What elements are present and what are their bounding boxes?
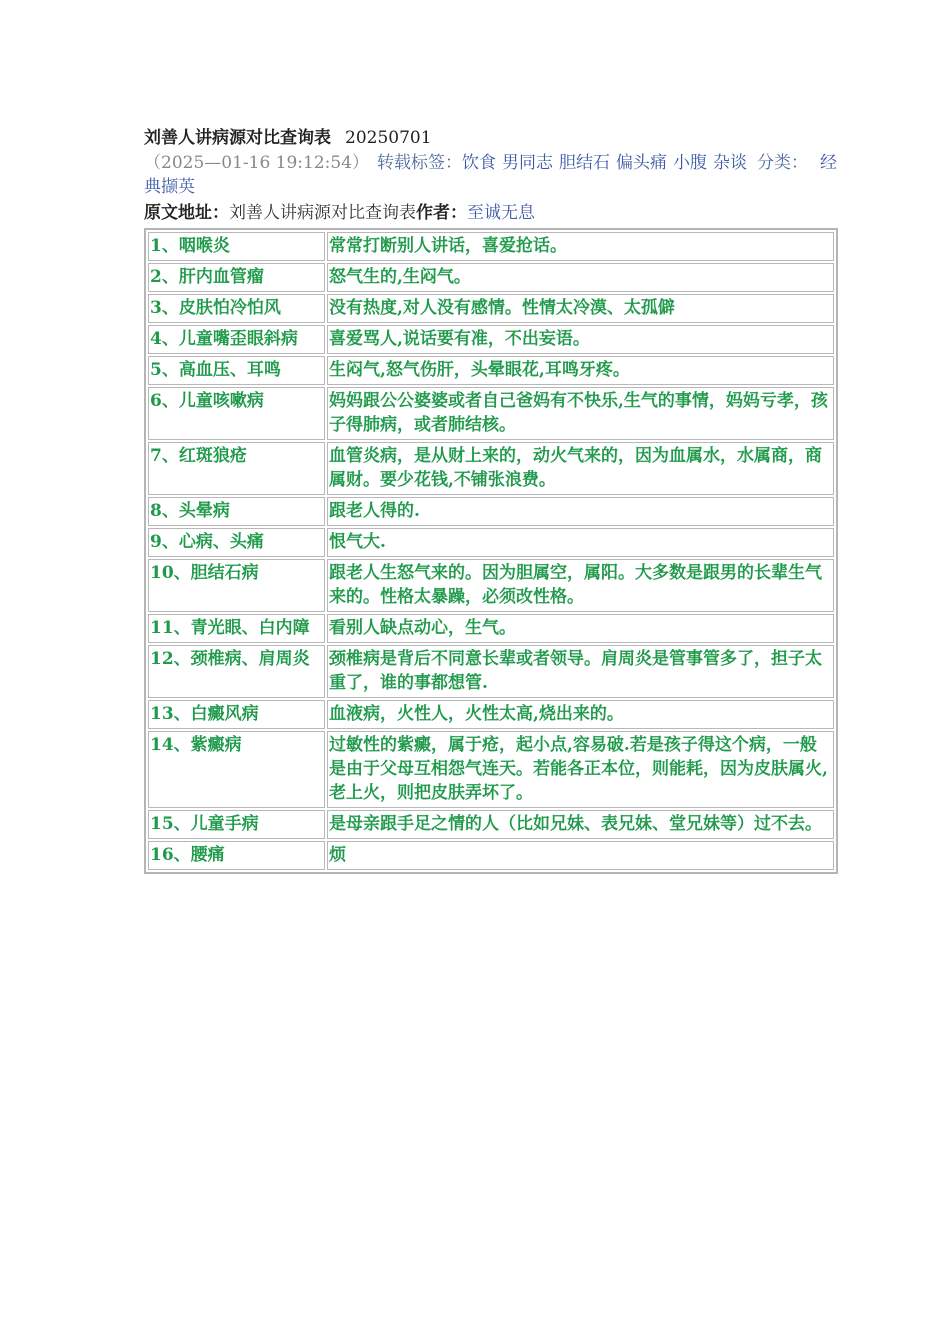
cause-cell: 恨气大.: [327, 528, 834, 557]
table-row: [148, 325, 834, 354]
disease-cell: 1、咽喉炎: [148, 232, 325, 261]
tag-link[interactable]: 杂谈: [713, 153, 748, 173]
table-row: [148, 232, 834, 261]
cause-cell: 跟老人生怒气来的。因为胆属空，属阳。大多数是跟男的长辈生气来的。性格太暴躁，必须改性格。: [327, 559, 834, 612]
cause-cell: 是母亲跟手足之情的人（比如兄妹、表兄妹、堂兄妹等）过不去。: [327, 810, 834, 839]
table-row: [148, 841, 834, 870]
author-label: 作者：: [416, 203, 467, 223]
cause-cell: 喜爱骂人,说话要有准，不出妄语。: [327, 325, 834, 354]
table-row: [148, 700, 834, 729]
table-row: [148, 356, 834, 385]
category-label: 分类：: [757, 153, 809, 173]
disease-cell: 16、腰痛: [148, 841, 325, 870]
title-line: [144, 126, 838, 150]
post-timestamp: （2025—01-16 19:12:54）: [144, 153, 370, 173]
source-label: 原文地址：: [144, 203, 229, 223]
cause-cell: 妈妈跟公公婆婆或者自己爸妈有不快乐,生气的事情，妈妈亏孝，孩子得肺病，或者肺结核。: [327, 387, 834, 440]
disease-cell: 14、紫癜病: [148, 731, 325, 808]
table-row: [148, 645, 834, 698]
title-date: 20250701: [345, 128, 432, 148]
table-row: [148, 263, 834, 292]
author-link[interactable]: 至诚无息: [467, 203, 535, 223]
tags-label: 转载标签：: [377, 153, 463, 173]
article: [144, 126, 838, 874]
cause-cell: 生闷气,怒气伤肝，头晕眼花,耳鸣牙疼。: [327, 356, 834, 385]
table-row: [148, 387, 834, 440]
tag-link[interactable]: 胆结石: [559, 153, 611, 173]
cause-cell: 跟老人得的.: [327, 497, 834, 526]
disease-cell: 15、儿童手病: [148, 810, 325, 839]
cause-cell: 烦: [327, 841, 834, 870]
tag-link[interactable]: 饮食: [462, 153, 497, 173]
cause-cell: 看别人缺点动心，生气。: [327, 614, 834, 643]
source-link[interactable]: 刘善人讲病源对比查询表: [229, 203, 416, 223]
table-row: [148, 442, 834, 495]
disease-cell: 6、儿童咳嗽病: [148, 387, 325, 440]
table-row: [148, 810, 834, 839]
table-row: [148, 497, 834, 526]
page-title: 刘善人讲病源对比查询表: [144, 128, 331, 148]
disease-cell: 9、心病、头痛: [148, 528, 325, 557]
table-row: [148, 528, 834, 557]
disease-cause-table: [144, 228, 838, 874]
disease-cell: 5、高血压、耳鸣: [148, 356, 325, 385]
tag-link[interactable]: 偏头痛: [616, 153, 668, 173]
table-row: [148, 559, 834, 612]
table-row: [148, 731, 834, 808]
disease-cell: 2、肝内血管瘤: [148, 263, 325, 292]
disease-cell: 11、青光眼、白内障: [148, 614, 325, 643]
article-meta: [144, 151, 838, 199]
source-line: [144, 201, 838, 225]
cause-cell: 常常打断别人讲话，喜爱抢话。: [327, 232, 834, 261]
tag-link[interactable]: 小腹: [673, 153, 708, 173]
disease-cell: 7、红斑狼疮: [148, 442, 325, 495]
disease-cell: 3、皮肤怕冷怕风: [148, 294, 325, 323]
disease-cell: 4、儿童嘴歪眼斜病: [148, 325, 325, 354]
cause-cell: 没有热度,对人没有感情。性情太冷漠、太孤僻: [327, 294, 834, 323]
cause-cell: 过敏性的紫癜，属于疮，起小点,容易破.若是孩子得这个病，一般是由于父母互相怨气连天。若能各正本位，则能耗，因为皮肤属火,老上火，则把皮肤弄坏了。: [327, 731, 834, 808]
disease-cell: 10、胆结石病: [148, 559, 325, 612]
category-link[interactable]: 经典撷英: [144, 153, 838, 197]
disease-cell: 12、颈椎病、肩周炎: [148, 645, 325, 698]
cause-cell: 颈椎病是背后不同意长辈或者领导。肩周炎是管事管多了，担子太重了，谁的事都想管.: [327, 645, 834, 698]
cause-cell: 血管炎病，是从财上来的，动火气来的，因为血属水，水属商，商属财。要少花钱,不铺张浪费。: [327, 442, 834, 495]
tag-link[interactable]: 男同志: [502, 153, 554, 173]
table-row: [148, 614, 834, 643]
cause-cell: 怒气生的,生闷气。: [327, 263, 834, 292]
table-row: [148, 294, 834, 323]
cause-cell: 血液病，火性人，火性太高,烧出来的。: [327, 700, 834, 729]
disease-cell: 13、白癜风病: [148, 700, 325, 729]
disease-cell: 8、头晕病: [148, 497, 325, 526]
